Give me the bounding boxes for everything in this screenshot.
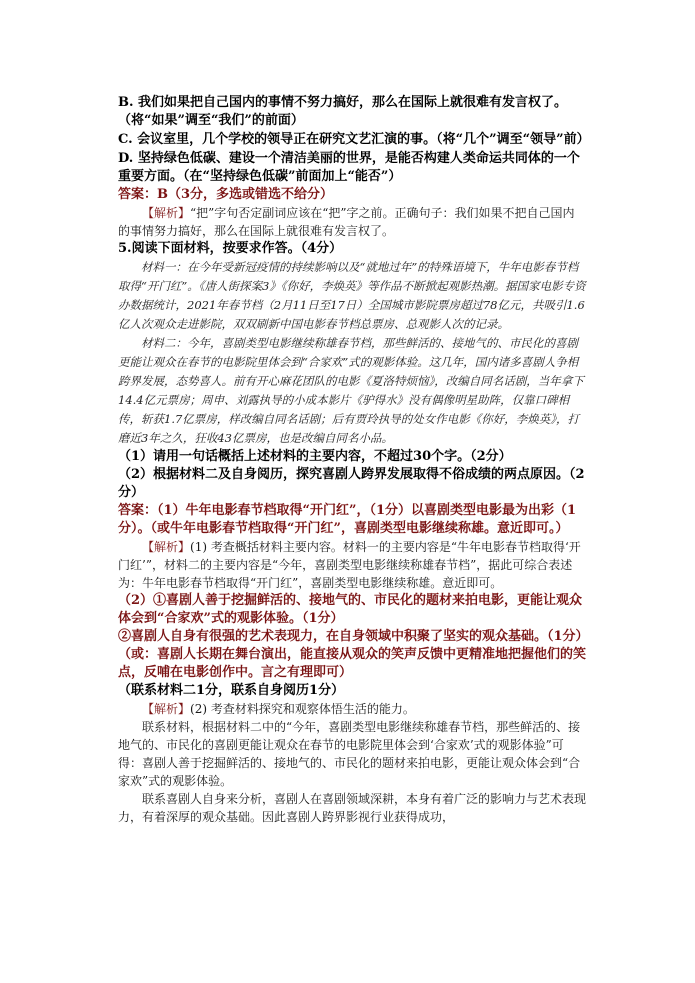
q5-answer-1: 答案：（1）牛年电影春节档取得“开门红”，（1分）以喜剧类型电影最为出彩（1分）。（或牛年电影春节档取得“开门红”，喜剧类型电影继续称雄。意近即可。） bbox=[118, 503, 577, 536]
q4-explanation bbox=[118, 204, 586, 240]
document-content bbox=[118, 94, 590, 826]
q5-sub-question-2: （2）根据材料二及自身阅历，探究喜剧人跨界发展取得不俗成绩的两点原因。（2分） bbox=[118, 467, 585, 500]
q5-explanation-2-paragraph-3: 联系喜剧人自身来分析，喜剧人在喜剧领域深耕，本身有着广泛的影响力与艺术表现力，有着深厚的观众基础。因此喜剧人跨界影视行业获得成功， bbox=[118, 792, 587, 824]
q5-explanation-1-text: (1) 考查概括材料主要内容。材料一的主要内容是“牛年电影春节档取得‘开门红’”，材料二的主要内容是“今年，喜剧类型电影继续称雄春节档”，据此可综合表述为：牛年电影春节档取得“开门红”，喜剧类型电影继续称雄。意近即可。 bbox=[118, 540, 581, 590]
q5-answer-2b: ②喜剧人自身有很强的艺术表现力，在自身领域中积聚了坚实的观众基础。（1分）（或：喜剧人长期在舞台演出，能直接从观众的笑声反馈中更精准地把握他们的笑点，反哺在电影创作中。言之有理即可） bbox=[118, 629, 587, 680]
option-b: B. 我们如果把自己国内的事情不努力搞好，那么在国际上就很难有发言权了。（将“如果”调至“我们”的前面） bbox=[118, 95, 568, 128]
q5-heading: 5.阅读下面材料，按要求作答。（4分） bbox=[118, 241, 343, 256]
material-two: 材料二：今年，喜剧类型电影继续称雄春节档，那些鲜活的、接地气的、市民化的喜剧更能让观众在春节的电影院里体会到“合家欢”式的观影体验。这几年，国内诸多喜剧人争相跨界发展，态势喜人。前有开心麻花团队的电影《夏洛特烦恼》，改编自同名话剧，当年拿下14.4亿元票房；周申、刘露执导的小成本影片《驴得水》没有偶像明星助阵，仅靠口碑相传，斩获1.7亿票房，样改编自同名话剧；后有贾玲执导的处女作电影《你好，李焕英》，打磨近3年之久，狂收43亿票房，也是改编自同名小品。 bbox=[118, 336, 584, 445]
q4-answer: 答案：B（3分，多选或错选不给分） bbox=[118, 187, 334, 202]
material-one: 材料一：在今年受新冠疫情的持续影响以及“就地过年”的特殊语境下，牛年电影春节档取得“开门红”。《唐人街探案3》《你好，李焕英》等作品不断掀起观影热潮。据国家电影专资办数据统计，2021年春节档（2月11日至17日）全国城市影院票房超过78亿元，共吸引1.6亿人次观众走进影院，双双刷新中国电影春节档总票房、总观影人次的记录。 bbox=[118, 260, 586, 331]
option-c: C. 会议室里，几个学校的领导正在研究文艺汇演的事。（将“几个”调至“领导”前） bbox=[118, 132, 590, 147]
q5-explanation-2 bbox=[118, 700, 586, 718]
q5-sub-question-1: （1）请用一句话概括上述材料的主要内容，不超过30个字。（2分） bbox=[118, 449, 512, 464]
explanation-tag: 【解析】 bbox=[142, 702, 191, 716]
q5-explanation-1 bbox=[118, 538, 586, 592]
q5-explanation-2-text: (2) 考查材料探究和观察体悟生活的能力。 bbox=[190, 702, 415, 716]
q5-explanation-2-paragraph-2: 联系材料，根据材料二中的“今年，喜剧类型电影继续称雄春节档，那些鲜活的、接地气的、市民化的喜剧更能让观众在春节的电影院里体会到‘合家欢’式的观影体验”可得：喜剧人善于挖掘鲜活的、接地气的、市民化的题材来拍电影，更能让观众体会到“合家欢”式的观影体验。 bbox=[118, 720, 581, 788]
q5-score-note: （联系材料二1分，联系自身阅历1分） bbox=[118, 683, 345, 698]
q4-explanation-text: “把”字句否定副词应该在“把”字之前。正确句子：我们如果不把自己国内的事情努力搞好，那么在国际上就很难有发言权了。 bbox=[118, 206, 575, 238]
q5-answer-2a: （2）①喜剧人善于挖掘鲜活的、接地气的、市民化的题材来拍电影，更能让观众体会到“合家欢”式的观影体验。（1分） bbox=[118, 593, 583, 626]
explanation-tag: 【解析】 bbox=[142, 540, 191, 554]
explanation-tag: 【解析】 bbox=[142, 206, 191, 220]
option-d: D. 坚持绿色低碳、建设一个清洁美丽的世界，是能否构建人类命运共同体的一个重要方面。（在“坚持绿色低碳”前面加上“能否”） bbox=[118, 151, 580, 184]
